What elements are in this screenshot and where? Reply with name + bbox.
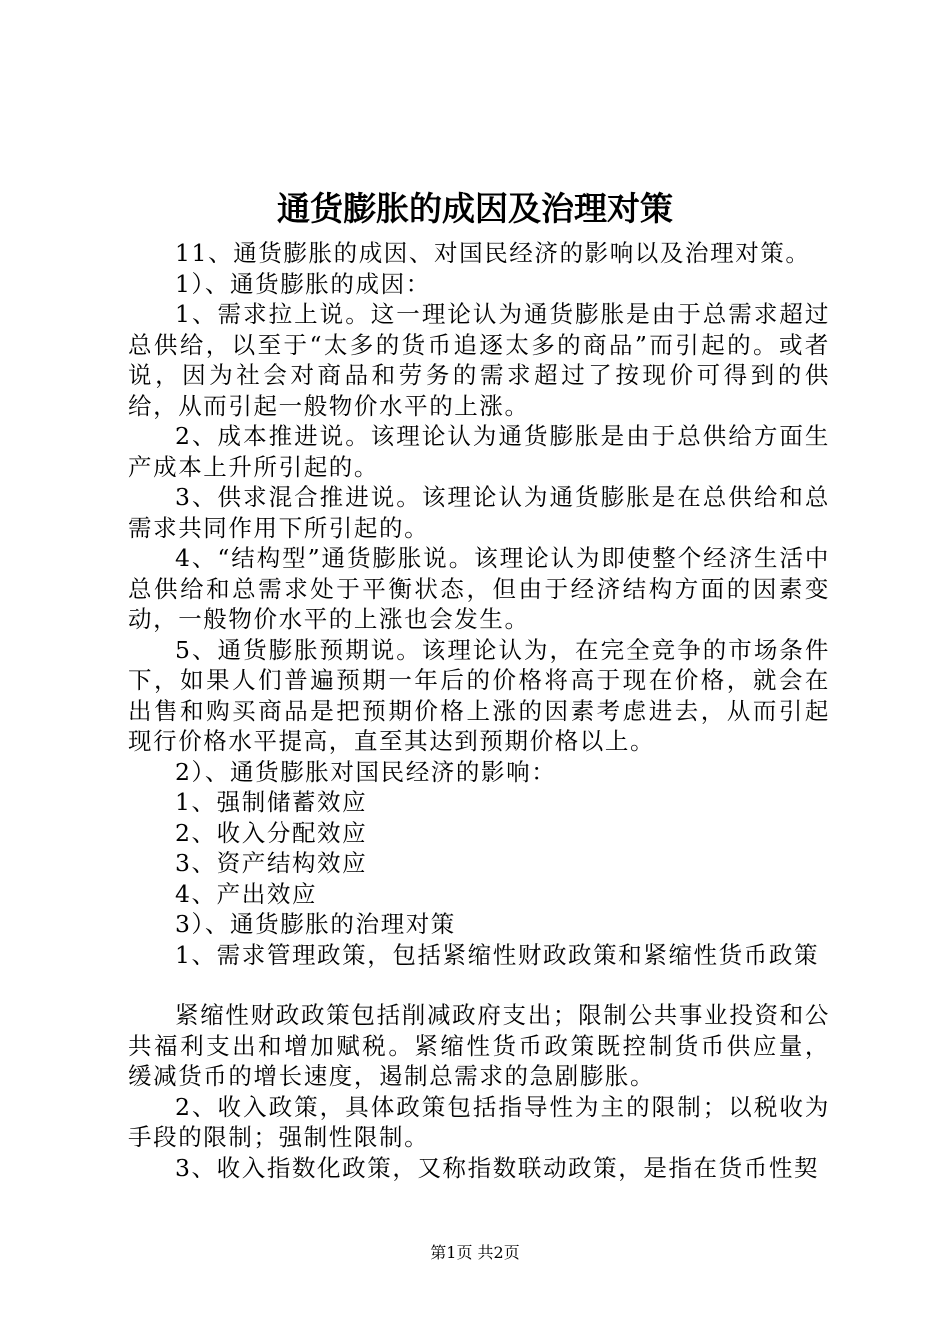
paragraph: 紧缩性财政政策包括削减政府支出；限制公共事业投资和公共福利支出和增加赋税。紧缩性货币政策既控制货币供应量，缓减货币的增长速度，遏制总需求的急剧膨胀。 <box>128 1001 830 1090</box>
section-heading: 2）、通货膨胀对国民经济的影响： <box>175 757 557 786</box>
paragraph: 3、供求混合推进说。该理论认为通货膨胀是在总供给和总需求共同作用下所引起的。 <box>128 483 830 542</box>
paragraph: 2、收入政策，具体政策包括指导性为主的限制；以税收为手段的限制；强制性限制。 <box>128 1092 830 1151</box>
blank-line <box>128 970 830 1000</box>
paragraph: 2、成本推进说。该理论认为通货膨胀是由于总供给方面生产成本上升所引起的。 <box>128 422 830 481</box>
list-item: 3、资产结构效应 <box>175 849 368 877</box>
section-heading: 3）、通货膨胀的治理对策 <box>175 910 456 938</box>
page-footer: 第1页 共2页 <box>430 1243 520 1262</box>
list-item: 2、收入分配效应 <box>175 818 368 847</box>
paragraph: 11、通货膨胀的成因、对国民经济的影响以及治理对策。 <box>175 239 811 267</box>
paragraph: 4、“结构型”通货膨胀说。该理论认为即使整个经济生活中总供给和总需求处于平衡状态，但由于经济结构方面的因素变动，一般物价水平的上涨也会发生。 <box>128 544 830 633</box>
paragraph: 5、通货膨胀预期说。该理论认为，在完全竞争的市场条件下，如果人们普遍预期一年后的价格将高于现在价格，就会在出售和购买商品是把预期价格上涨的因素考虑进去，从而引起现行价格水平提高，直至其达到预期价格以上。 <box>128 635 830 755</box>
paragraph: 1、需求管理政策，包括紧缩性财政政策和紧缩性货币政策 <box>175 940 820 969</box>
paragraph: 1、需求拉上说。这一理论认为通货膨胀是由于总需求超过总供给，以至于“太多的货币追逐太多的商品”而引起的。或者说，因为社会对商品和劳务的需求超过了按现价可得到的供给，从而引起一般物价水平的上涨。 <box>128 300 830 420</box>
list-item: 4、产出效应 <box>175 879 318 908</box>
paragraph: 3、收入指数化政策，又称指数联动政策，是指在货币性契 <box>175 1153 820 1182</box>
document-body <box>128 238 830 1183</box>
document-title: 通货膨胀的成因及治理对策 <box>277 189 673 228</box>
section-heading: 1）、通货膨胀的成因： <box>175 269 431 298</box>
list-item: 1、强制储蓄效应 <box>175 788 368 816</box>
